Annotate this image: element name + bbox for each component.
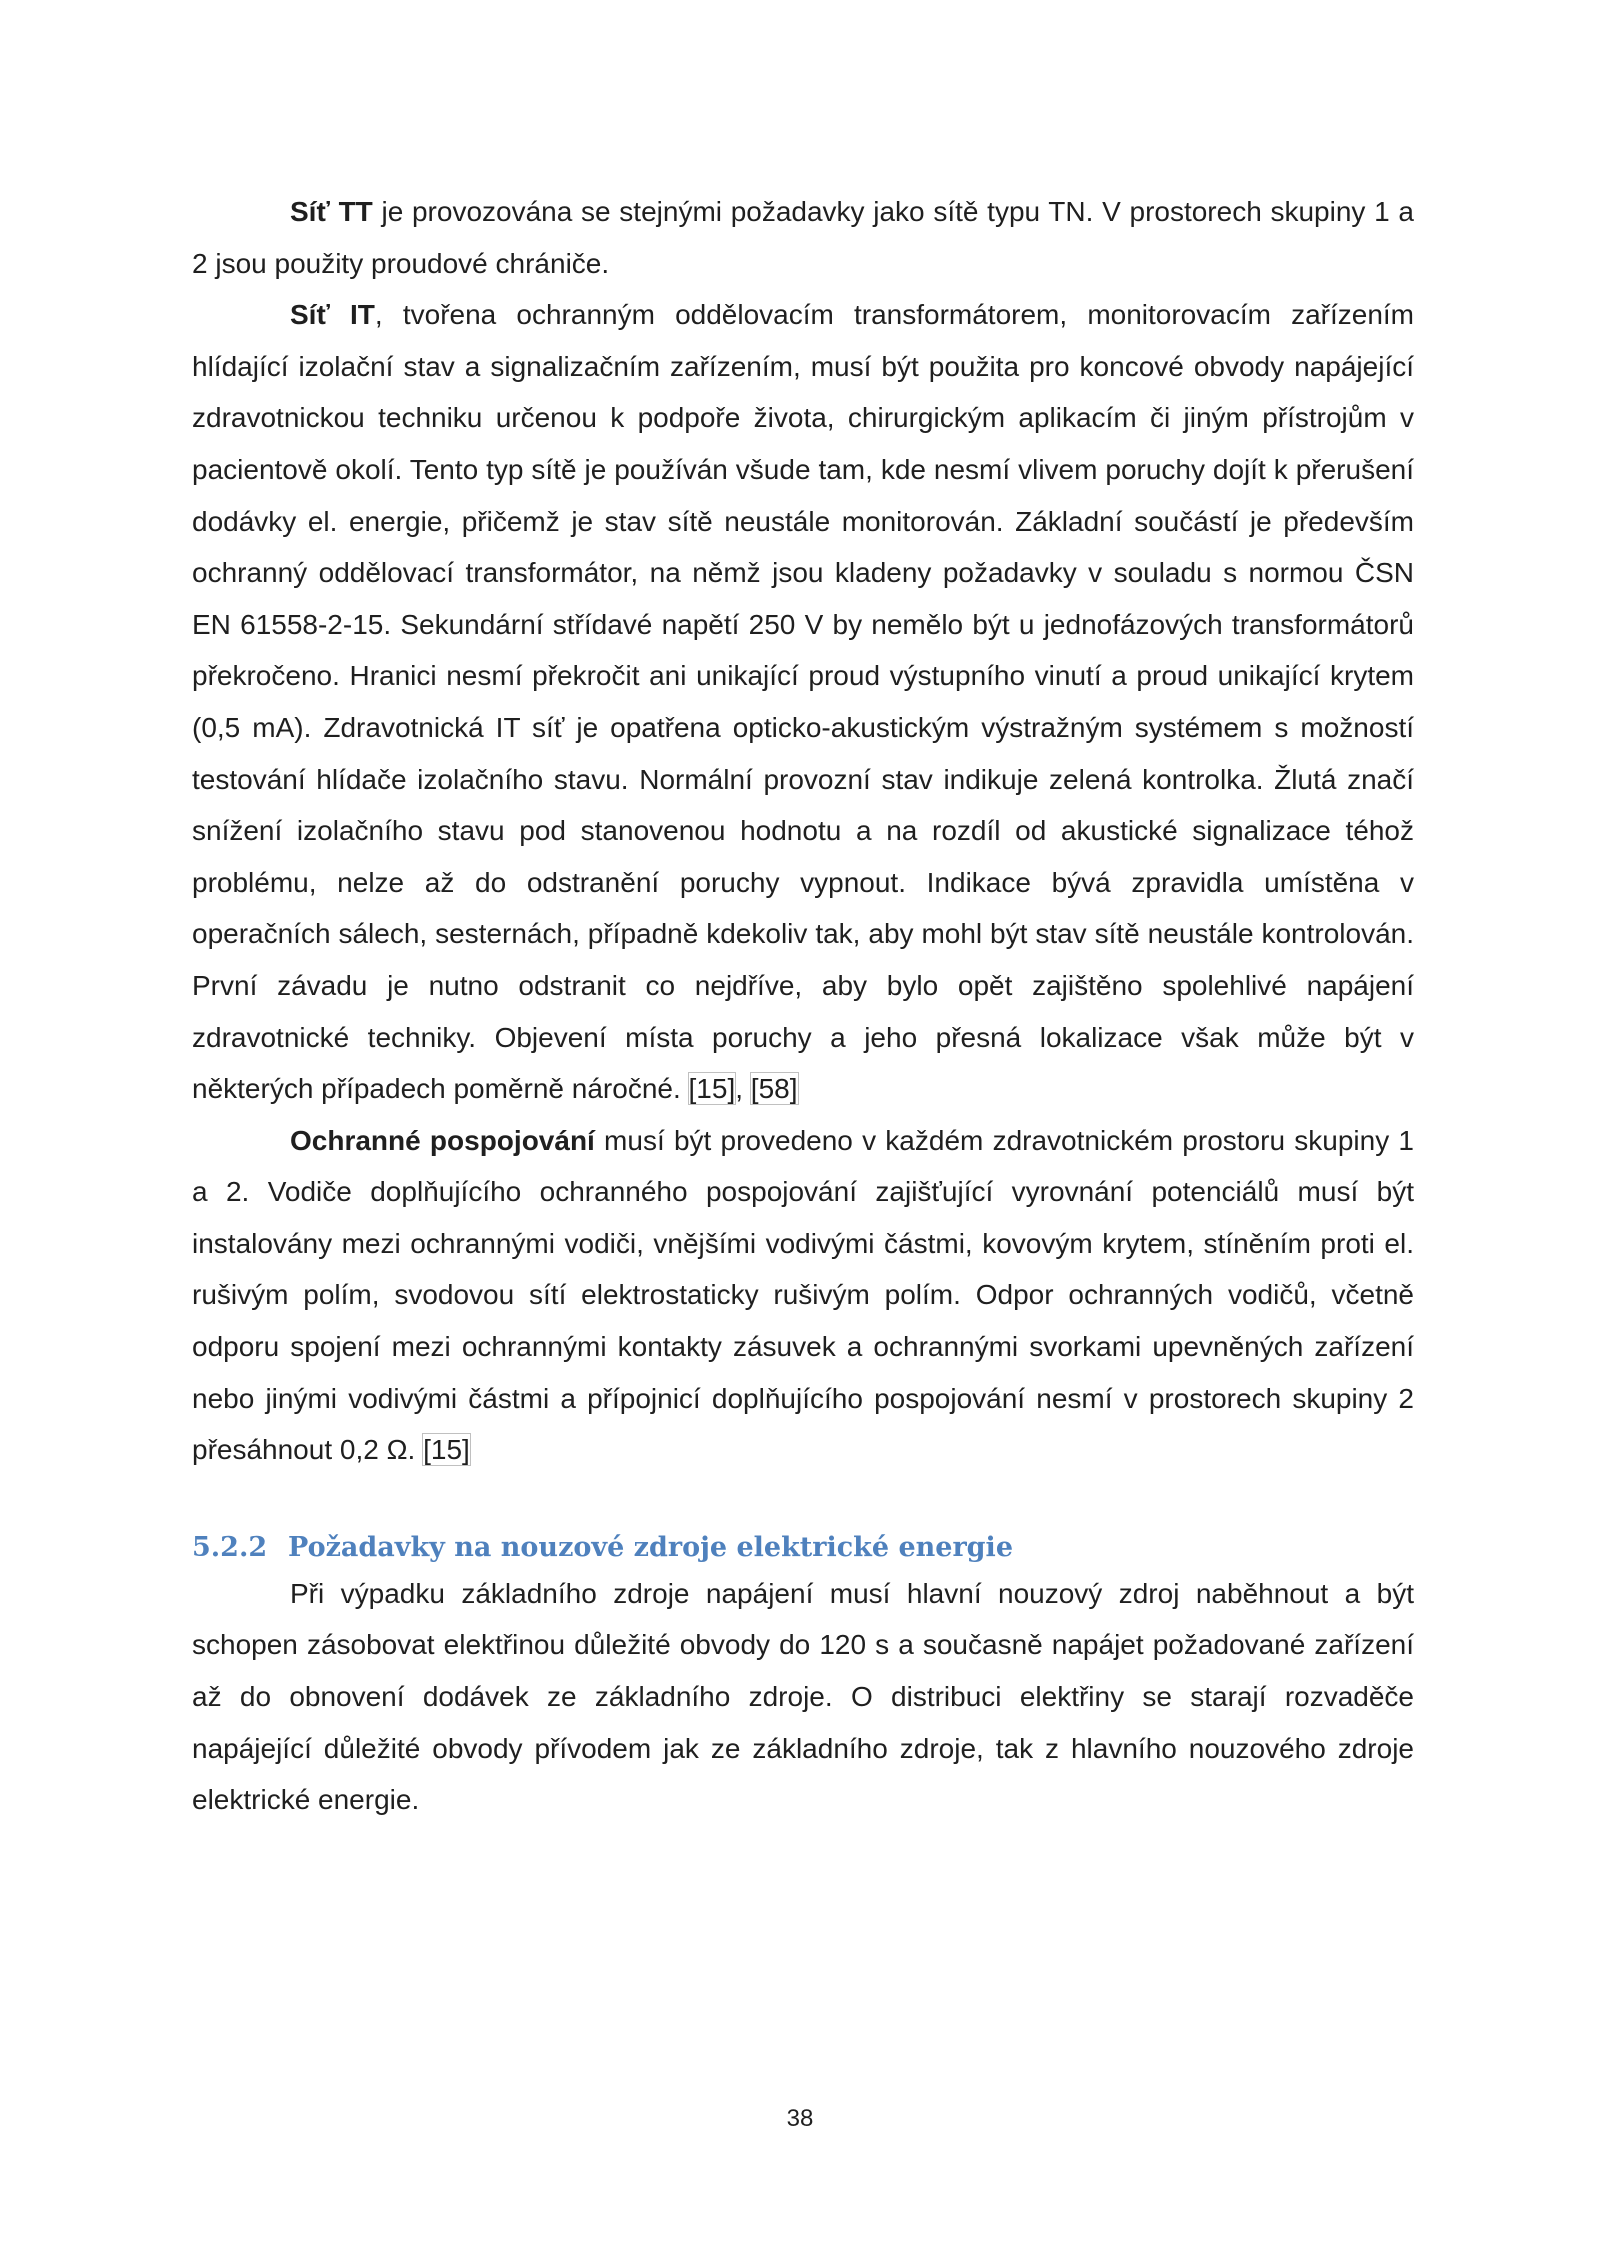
section-heading	[192, 1528, 1414, 1568]
paragraph-text: , tvořena ochranným oddělovacím transformátorem, monitorovacím zařízením hlídající izolační stav a signalizačním zařízením, musí být použita pro koncové obvody napájející zdravotnickou techniku určenou k podpoře života, chirurgickým aplikacím či jiným přístrojům v pacientově okolí. Tento typ sítě je používán všude tam, kde nesmí vlivem poruchy dojít k přerušení dodávky el. energie, přičemž je stav sítě neustále monitorován. Základní součástí je především ochranný oddělovací transformátor, na němž jsou kladeny požadavky v souladu s normou ČSN EN 61558-2-15. Sekundární střídavé napětí 250 V by nemělo být u jednofázových transformátorů překročeno. Hranici nesmí překročit ani unikající proud výstupního vinutí a proud unikající krytem (0,5 mA). Zdravotnická IT síť je opatřena opticko-akustickým výstražným systémem s možností testování hlídače izolačního stavu. Normální provozní stav indikuje zelená kontrolka. Žlutá značí snížení izolačního stavu pod stanovenou hodnotu a na rozdíl od akustické signalizace téhož problému, nelze až do odstranění poruchy vypnout. Indikace bývá zpravidla umístěna v operačních sálech, sesternách, případně kdekoliv tak, aby mohl být stav sítě neustále kontrolován. První závadu je nutno odstranit co nejdříve, aby bylo opět zajištěno spolehlivé napájení zdravotnické techniky. Objevení místa poruchy a jeho přesná lokalizace však může být v některých případech poměrně náročné.	[192, 299, 1415, 1105]
paragraph-ochranne-pospojovani	[192, 1115, 1414, 1476]
paragraph-text: je provozována se stejnými požadavky jako sítě typu TN. V prostorech skupiny 1 a 2 jsou použity proudové chrániče.	[192, 196, 1414, 279]
term-ochranne-pospojovani: Ochranné pospojování	[290, 1124, 595, 1156]
citation-link[interactable]: [15]	[688, 1073, 736, 1105]
paragraph-sit-tt	[192, 186, 1414, 289]
citation-separator: ,	[735, 1073, 751, 1105]
citation-link[interactable]: [58]	[750, 1073, 798, 1105]
term-sit-it: Síť IT	[290, 299, 375, 331]
paragraph-nouzove-zdroje: Při výpadku základního zdroje napájení musí hlavní nouzový zdroj naběhnout a být schopen zásobovat elektřinou důležité obvody do 120 s a současně napájet požadované zařízení až do obnovení dodávek ze základního zdroje. O distribuci elektřiny se starají rozvaděče napájející důležité obvody přívodem jak ze základního zdroje, tak z hlavního nouzového zdroje elektrické energie.	[192, 1577, 1414, 1816]
citation-link[interactable]: [15]	[423, 1434, 470, 1466]
section-number: 5.2.2	[192, 1531, 268, 1563]
paragraph-text: musí být provedeno v každém zdravotnickém prostoru skupiny 1 a 2. Vodiče doplňujícího ochranného pospojování zajišťující vyrovnání potenciálů musí být instalovány mezi ochrannými vodiči, vnějšími vodivými částmi, kovovým krytem, stíněním proti el. rušivým polím, svodovou sítí elektrostaticky rušivým polím. Odpor ochranných vodičů, včetně odporu spojení mezi ochrannými kontakty zásuvek a ochrannými svorkami upevněných zařízení nebo jinými vodivými částmi a přípojnicí doplňujícího pospojování nesmí v prostorech skupiny 2 přesáhnout 0,2 Ω.	[192, 1124, 1414, 1466]
paragraph-sit-it	[192, 289, 1414, 1115]
page-number: 38	[786, 2105, 814, 2132]
page-content	[192, 186, 1414, 1826]
term-sit-tt: Síť TT	[290, 196, 373, 227]
section-title: Požadavky na nouzové zdroje elektrické energie	[288, 1531, 1013, 1563]
